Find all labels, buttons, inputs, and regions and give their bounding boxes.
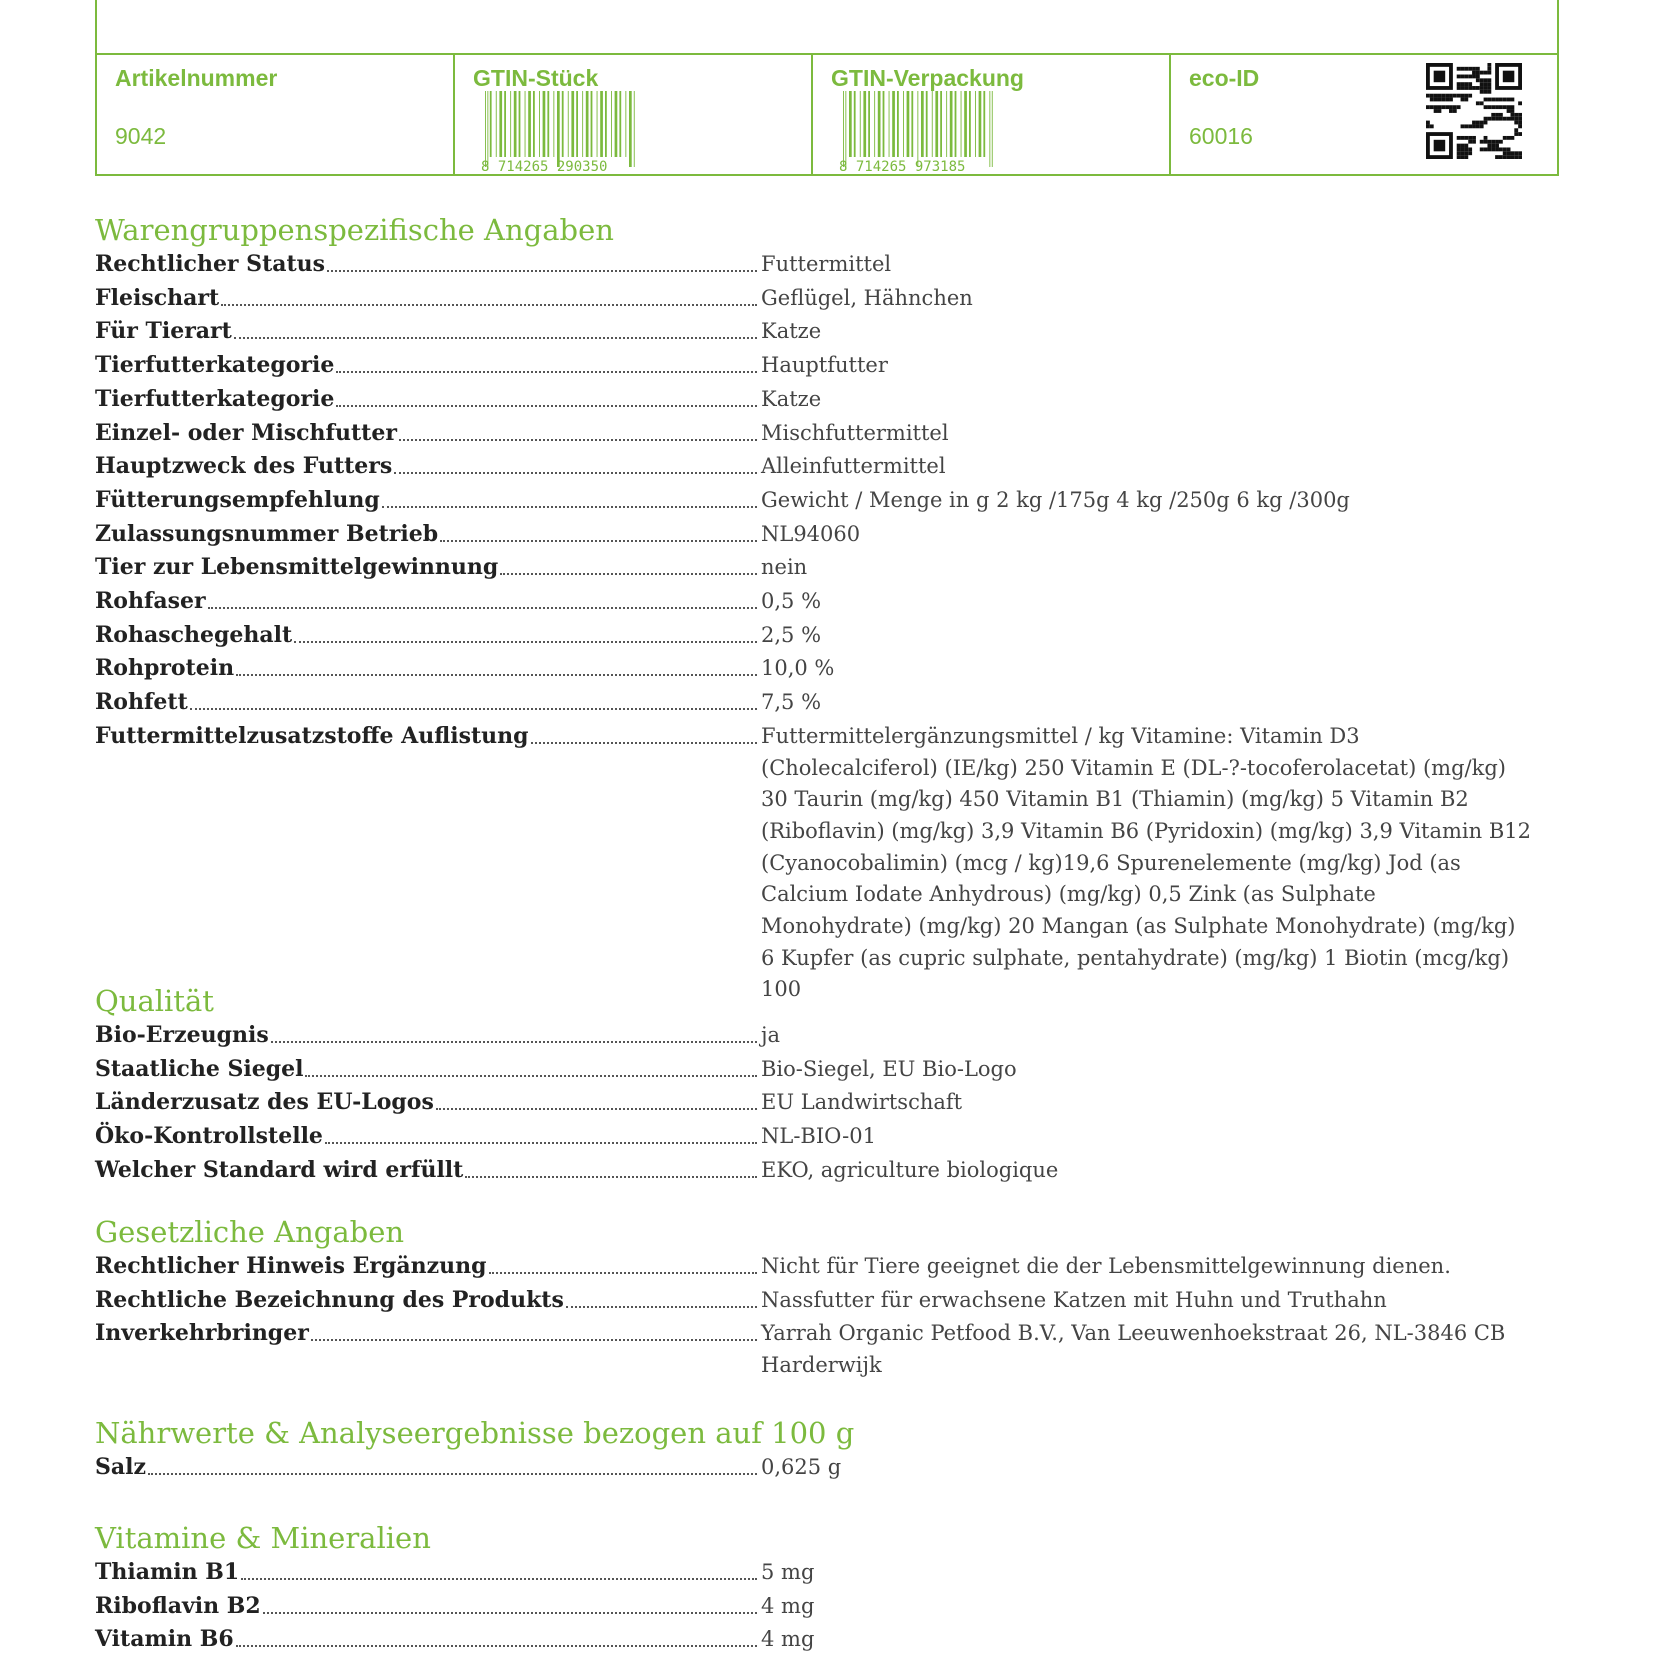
section-vitamins bbox=[95, 1521, 1545, 1656]
spec-label: Fleischart bbox=[95, 284, 220, 311]
spec-row bbox=[95, 618, 1545, 652]
dot-leader bbox=[531, 742, 757, 744]
barcode-bar bbox=[874, 91, 875, 157]
barcode-bar bbox=[907, 91, 910, 157]
barcode-bar bbox=[921, 91, 924, 157]
section-title: Nährwerte & Analyseergebnisse bezogen auf 100 g bbox=[95, 1416, 855, 1450]
barcode-bar bbox=[499, 91, 502, 157]
spec-row bbox=[95, 651, 1545, 685]
section-title: Vitamine & Mineralien bbox=[95, 1521, 431, 1555]
spec-label-cell bbox=[95, 618, 761, 650]
barcode-bar bbox=[568, 91, 569, 157]
barcode-bar bbox=[975, 91, 976, 157]
barcode-bar bbox=[911, 91, 913, 157]
spec-label: Inverkehrbringer bbox=[95, 1320, 309, 1347]
section-title: Gesetzliche Angaben bbox=[95, 1215, 405, 1249]
barcode-icon bbox=[839, 91, 1019, 171]
barcode-bar bbox=[917, 91, 918, 167]
dot-leader bbox=[263, 1612, 757, 1614]
dot-leader bbox=[327, 270, 757, 272]
spec-label: Rohfaser bbox=[95, 588, 206, 615]
dot-leader bbox=[190, 708, 757, 710]
spec-value: 2,5 % bbox=[761, 622, 822, 647]
spec-value: 5 mg bbox=[761, 1560, 815, 1584]
spec-label-cell bbox=[95, 1119, 761, 1151]
product-id-header bbox=[95, 0, 1559, 176]
spec-value: Futtermittel bbox=[761, 252, 892, 276]
section-nutrition bbox=[95, 1416, 1545, 1484]
dot-leader bbox=[311, 1339, 757, 1341]
spec-row bbox=[95, 1249, 1545, 1283]
barcode-bar bbox=[969, 91, 971, 157]
spec-label: Tierfutterkategorie bbox=[95, 352, 335, 379]
barcode-bar bbox=[983, 91, 985, 157]
spec-label: Bio-Erzeugnis bbox=[95, 1022, 269, 1048]
barcode-bar bbox=[557, 91, 560, 167]
spec-value: 0,5 % bbox=[761, 589, 822, 614]
barcode-bar bbox=[514, 91, 517, 157]
barcode-bar bbox=[964, 91, 967, 157]
dot-leader bbox=[436, 1108, 757, 1110]
spec-label-cell bbox=[95, 651, 761, 683]
spec-row bbox=[95, 416, 1545, 450]
spec-value: NL94060 bbox=[761, 521, 861, 546]
barcode-bar bbox=[843, 91, 844, 167]
spec-row bbox=[95, 483, 1545, 517]
spec-label-cell bbox=[95, 584, 761, 616]
barcode-bar bbox=[854, 91, 856, 157]
barcode-bar bbox=[892, 91, 895, 157]
barcode-bar bbox=[571, 91, 574, 157]
eco-id-label: eco-ID bbox=[1189, 65, 1260, 91]
spec-label: Rechtlicher Hinweis Ergänzung bbox=[95, 1253, 487, 1279]
gtin-pack-label: GTIN-Verpackung bbox=[831, 65, 1024, 91]
barcode-bar bbox=[845, 91, 846, 167]
spec-label: Staatliche Siegel bbox=[95, 1055, 304, 1082]
barcode-bar bbox=[625, 91, 626, 157]
barcode-icon bbox=[481, 91, 661, 171]
dot-leader bbox=[440, 540, 757, 542]
barcode-bar bbox=[926, 91, 928, 157]
spec-value: EU Landwirtschaft bbox=[761, 1090, 963, 1115]
spec-label: Rechtliche Bezeichnung des Produkts bbox=[95, 1286, 564, 1313]
spec-value: Geflügel, Hähnchen bbox=[761, 285, 973, 310]
barcode-bar bbox=[597, 91, 598, 157]
spec-row bbox=[95, 517, 1545, 551]
spec-row bbox=[95, 584, 1545, 618]
spec-label-cell bbox=[95, 1153, 761, 1185]
gtin-piece-label: GTIN-Stück bbox=[473, 65, 599, 91]
spec-label: Rohaschegehalt bbox=[95, 621, 293, 648]
dot-leader bbox=[336, 405, 757, 407]
section-quality bbox=[95, 984, 1545, 1187]
dot-leader bbox=[325, 1142, 757, 1144]
dot-leader bbox=[394, 472, 757, 474]
spec-value: 0,625 g bbox=[761, 1455, 842, 1479]
barcode-bar bbox=[562, 91, 564, 157]
section-title: Warengruppenspezifische Angaben bbox=[95, 213, 614, 247]
section-legal bbox=[95, 1215, 1545, 1382]
spec-value: ja bbox=[761, 1023, 781, 1047]
dot-leader bbox=[208, 607, 757, 609]
spec-label: Einzel- oder Mischfutter bbox=[95, 419, 397, 446]
spec-label-cell bbox=[95, 281, 761, 313]
barcode-bar bbox=[519, 91, 521, 157]
barcode-bar bbox=[539, 91, 540, 157]
spec-label-cell bbox=[95, 1283, 761, 1315]
spec-label: Rohfett bbox=[95, 689, 188, 716]
barcode-bar bbox=[932, 91, 933, 157]
spec-label: Öko-Kontrollstelle bbox=[95, 1123, 323, 1150]
barcode-bar bbox=[883, 91, 885, 157]
barcode-bar bbox=[849, 91, 852, 157]
spec-label: Rechtlicher Status bbox=[95, 251, 326, 277]
spec-label: Für Tierart bbox=[95, 318, 232, 345]
spec-row bbox=[95, 1555, 1545, 1589]
barcode-bar bbox=[860, 91, 861, 157]
dot-leader bbox=[148, 1473, 757, 1475]
spec-value: Futtermittelergänzungsmittel / kg Vitamine: Vitamin D3 (Cholecalciferol) (IE/kg) 250 Vitamin E (DL-?-tocoferolacetat) (mg/kg) 30 Taurin (mg/kg) 450 Vitamin B1 (Thiamin) (mg/kg) 5 Vitamin B2 (Riboflavin) (mg/kg) 3,9 Vitamin B6 (Pyridoxin) (mg/kg) 3,9 Vitamin B12 (Cyanocobalimin) (mcg / kg)19,6 Spurenelemente (mg/kg) Jod (as Calcium Iodate Anhydrous) (mg/kg) 0,5 Zink (as Sulphate Monohydrate) (mg/kg) 20 Mangan (as Sulphate Monohydrate) (mg/kg) 6 Kupfer (as cupric sulphate, pentahydrate) (mg/kg) 1 Biotin (mcg/kg) 100 bbox=[761, 723, 1531, 1002]
spec-label: Zulassungsnummer Betrieb bbox=[95, 520, 439, 547]
spec-row bbox=[95, 382, 1545, 416]
barcode-digits: 8 714265 290350 bbox=[481, 159, 608, 171]
barcode-bar bbox=[490, 91, 492, 157]
spec-label-cell bbox=[95, 416, 761, 448]
row-list bbox=[95, 247, 1545, 1006]
barcode-bar bbox=[591, 91, 593, 157]
spec-label: Salz bbox=[95, 1454, 146, 1480]
spec-label: Hauptzweck des Futters bbox=[95, 453, 393, 480]
spec-row bbox=[95, 1085, 1545, 1119]
section-title: Qualität bbox=[95, 984, 214, 1018]
barcode-bar bbox=[634, 91, 635, 167]
dot-leader bbox=[294, 641, 757, 643]
spec-value: Yarrah Organic Petfood B.V., Van Leeuwenhoekstraat 26, NL-3846 CB Harderwijk bbox=[761, 1321, 1506, 1378]
spec-row bbox=[95, 281, 1545, 315]
spec-label-cell bbox=[95, 685, 761, 717]
row-list bbox=[95, 1249, 1545, 1382]
spec-label: Fütterungsempfehlung bbox=[95, 486, 380, 513]
barcode-bar bbox=[586, 91, 589, 157]
dot-leader bbox=[399, 439, 757, 441]
barcode-bar bbox=[600, 91, 603, 157]
spec-value: 7,5 % bbox=[761, 690, 822, 715]
spec-row bbox=[95, 314, 1545, 348]
section-product-group bbox=[95, 213, 1545, 1006]
barcode-bar bbox=[496, 91, 497, 157]
spec-label-cell bbox=[95, 1085, 761, 1117]
qr-code-icon bbox=[1426, 63, 1522, 159]
barcode-bar bbox=[992, 91, 993, 167]
spec-row bbox=[95, 1316, 1545, 1381]
spec-value: 4 mg bbox=[761, 1627, 815, 1652]
barcode-bar bbox=[629, 91, 632, 167]
spec-label-cell bbox=[95, 314, 761, 346]
barcode-bar bbox=[510, 91, 511, 157]
dot-leader bbox=[241, 1578, 757, 1580]
spec-row bbox=[95, 348, 1545, 382]
spec-row bbox=[95, 1283, 1545, 1317]
gtin-piece-cell bbox=[455, 55, 813, 174]
barcode-bar bbox=[504, 91, 506, 157]
barcode-bar bbox=[961, 91, 962, 157]
spec-row bbox=[95, 1589, 1545, 1623]
spec-value: 4 mg bbox=[761, 1593, 815, 1618]
spec-row bbox=[95, 1018, 1545, 1052]
spec-label: Thiamin B1 bbox=[95, 1559, 240, 1585]
spec-label: Tierfutterkategorie bbox=[95, 385, 335, 412]
spec-label: Rohprotein bbox=[95, 655, 235, 682]
barcode-bar bbox=[576, 91, 578, 157]
barcode-bar bbox=[619, 91, 621, 157]
barcode-bar bbox=[903, 91, 904, 157]
barcode-bar bbox=[485, 91, 486, 167]
barcode-bar bbox=[615, 91, 618, 157]
barcode-bar bbox=[889, 91, 890, 157]
dot-leader bbox=[336, 371, 757, 373]
spec-label-cell bbox=[95, 449, 761, 481]
spec-value: EKO, agriculture biologique bbox=[761, 1157, 1059, 1182]
spec-value: NL-BIO-01 bbox=[761, 1124, 876, 1149]
spec-label-cell bbox=[95, 1589, 761, 1621]
dot-leader bbox=[566, 1306, 757, 1308]
barcode-bar bbox=[487, 91, 488, 167]
spec-row bbox=[95, 550, 1545, 584]
barcode-bar bbox=[525, 91, 526, 157]
spec-row bbox=[95, 1153, 1545, 1187]
barcode-bar bbox=[553, 91, 554, 157]
spec-value: Mischfuttermittel bbox=[761, 420, 949, 445]
spec-label-cell bbox=[95, 382, 761, 414]
dot-leader bbox=[221, 304, 757, 306]
spec-value: Nicht für Tiere geeignet die der Lebensmittelgewinnung dienen. bbox=[761, 1254, 1451, 1278]
barcode-bar bbox=[533, 91, 535, 157]
article-number-label: Artikelnummer bbox=[115, 65, 278, 91]
spec-value: Nassfutter für erwachsene Katzen mit Huhn und Truthahn bbox=[761, 1287, 1387, 1312]
barcode-bar bbox=[605, 91, 607, 157]
spec-row bbox=[95, 719, 1545, 1006]
dot-leader bbox=[305, 1075, 757, 1077]
spec-label: Länderzusatz des EU-Logos bbox=[95, 1089, 434, 1116]
spec-row bbox=[95, 1450, 1545, 1484]
dot-leader bbox=[489, 1272, 757, 1274]
spec-value: Bio-Siegel, EU Bio-Logo bbox=[761, 1056, 1017, 1081]
spec-value: Gewicht / Menge in g 2 kg /175g 4 kg /250g 6 kg /300g bbox=[761, 487, 1350, 512]
spec-label-cell bbox=[95, 550, 761, 582]
spec-label: Welcher Standard wird erfüllt bbox=[95, 1156, 464, 1183]
spec-row bbox=[95, 247, 1545, 281]
gtin-pack-cell bbox=[813, 55, 1171, 174]
spec-label-cell bbox=[95, 517, 761, 549]
spec-row bbox=[95, 1119, 1545, 1153]
article-number-cell bbox=[97, 55, 455, 174]
barcode-bar bbox=[897, 91, 899, 157]
spec-label: Tier zur Lebensmittelgewinnung bbox=[95, 554, 499, 581]
barcode-bar bbox=[955, 91, 957, 157]
spec-label-cell bbox=[95, 348, 761, 380]
dot-leader bbox=[465, 1176, 757, 1178]
barcode-bar bbox=[868, 91, 870, 157]
spec-label-cell bbox=[95, 483, 761, 515]
spec-row bbox=[95, 1052, 1545, 1086]
spec-row bbox=[95, 685, 1545, 719]
dot-leader bbox=[500, 573, 757, 575]
spec-value: 10,0 % bbox=[761, 656, 835, 681]
dot-leader bbox=[236, 1645, 757, 1647]
row-list bbox=[95, 1450, 1545, 1484]
product-id-row bbox=[97, 53, 1557, 174]
row-list bbox=[95, 1018, 1545, 1187]
barcode-bar bbox=[979, 91, 982, 157]
barcode-digits: 8 714265 973185 bbox=[839, 159, 966, 171]
row-list bbox=[95, 1555, 1545, 1656]
spec-value: Katze bbox=[761, 386, 822, 411]
eco-id-value: 60016 bbox=[1189, 123, 1253, 149]
spec-value: Katze bbox=[761, 319, 822, 344]
barcode-bar bbox=[543, 91, 546, 157]
spec-row bbox=[95, 1622, 1545, 1656]
spec-value: nein bbox=[761, 555, 808, 580]
spec-label-cell bbox=[95, 1555, 761, 1587]
dot-leader bbox=[271, 1041, 757, 1043]
barcode-bar bbox=[582, 91, 583, 157]
barcode-bar bbox=[989, 91, 990, 167]
spec-label-cell bbox=[95, 1450, 761, 1482]
barcode-bar bbox=[611, 91, 612, 157]
barcode-bar bbox=[946, 91, 947, 157]
spec-label-cell bbox=[95, 1018, 761, 1050]
spec-label-cell bbox=[95, 1249, 761, 1281]
spec-value: Hauptfutter bbox=[761, 353, 888, 378]
barcode-bar bbox=[940, 91, 942, 157]
barcode-bar bbox=[950, 91, 953, 157]
dot-leader bbox=[382, 506, 757, 508]
barcode-bar bbox=[863, 91, 866, 157]
barcode-bar bbox=[878, 91, 881, 157]
dot-leader bbox=[236, 674, 757, 676]
spec-label-cell bbox=[95, 247, 761, 279]
spec-label-cell bbox=[95, 1052, 761, 1084]
barcode-bar bbox=[547, 91, 549, 157]
barcode-bar bbox=[528, 91, 531, 157]
spec-label: Futtermittelzusatzstoffe Auflistung bbox=[95, 722, 529, 749]
spec-label-cell bbox=[95, 719, 761, 751]
article-number-value: 9042 bbox=[115, 123, 167, 149]
spec-label-cell bbox=[95, 1316, 761, 1348]
spec-value: Alleinfuttermittel bbox=[761, 454, 946, 479]
eco-id-cell bbox=[1171, 55, 1557, 174]
spec-row bbox=[95, 449, 1545, 483]
spec-label: Riboflavin B2 bbox=[95, 1592, 261, 1619]
dot-leader bbox=[234, 337, 757, 339]
spec-label-cell bbox=[95, 1622, 761, 1654]
spec-label: Vitamin B6 bbox=[95, 1626, 234, 1653]
barcode-bar bbox=[935, 91, 938, 157]
